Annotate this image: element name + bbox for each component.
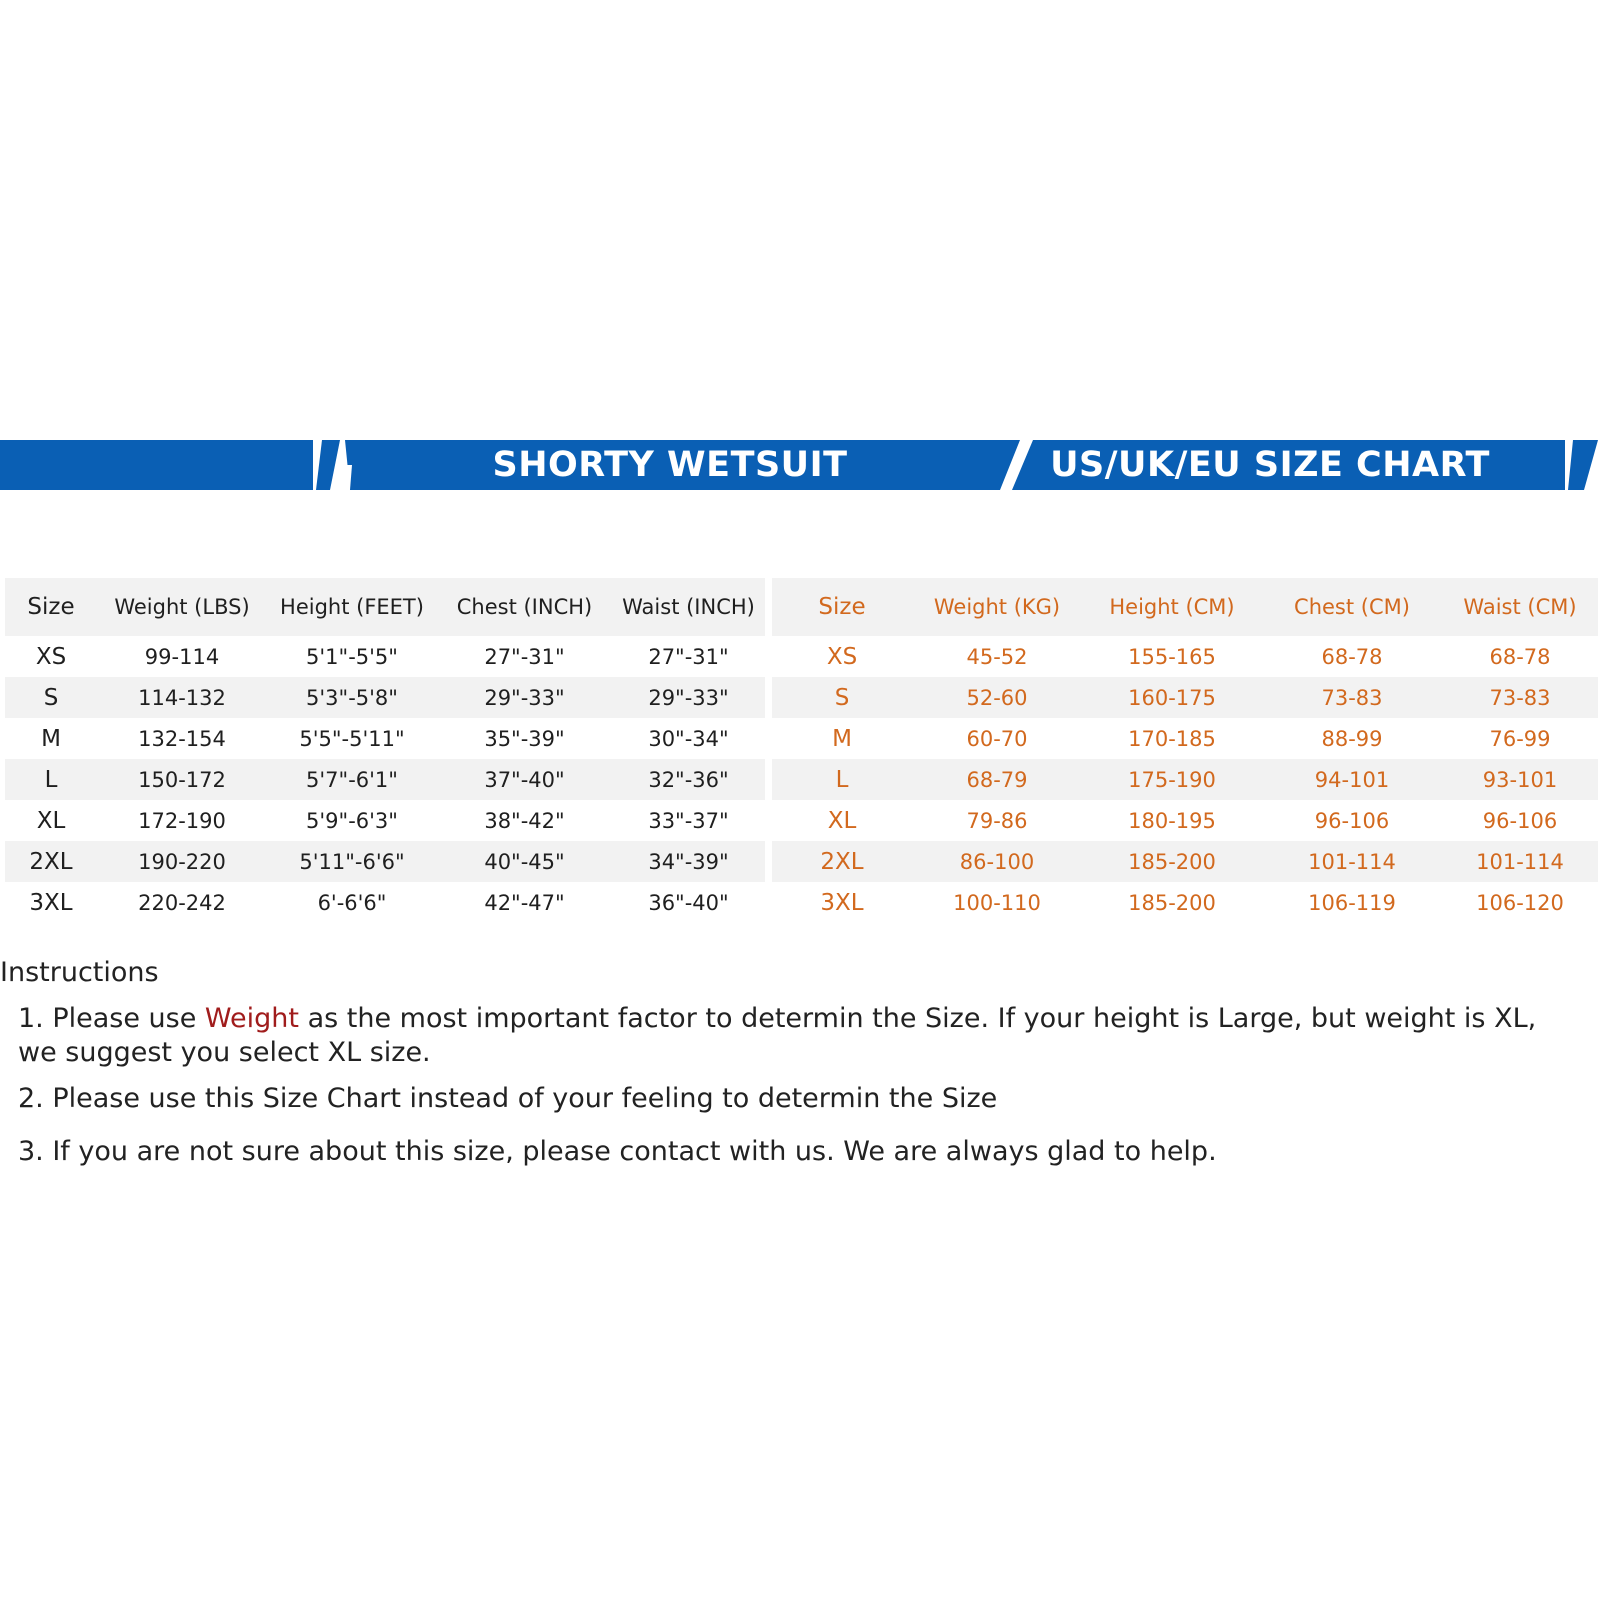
waist-cell: 93-101 [1442,759,1598,800]
chest-cell: 96-106 [1314,808,1390,833]
height-cell: 160-175 [1082,677,1262,718]
weight-cell: 150-172 [97,759,267,800]
waist-cell: 29"-33" [612,677,765,718]
chest-cell: 88-99 [1321,726,1383,751]
chest-cell: 101-114 [1262,841,1442,882]
instruction-1-highlight: Weight [204,1003,299,1034]
header-chest-inch: Chest (INCH) [437,578,612,636]
height-cell: 185-200 [1128,890,1216,915]
table-row [772,841,1598,882]
instructions-title: Instructions [0,957,159,988]
waist-cell: 27"-31" [648,644,729,669]
height-cell: 170-185 [1128,726,1216,751]
size-cell: XL [36,807,66,834]
table-row [5,759,765,800]
chest-cell: 35"-39" [484,726,565,751]
size-cell: L [772,759,912,800]
instruction-item-3: 3. If you are not sure about this size, please contact with us. We are always glad to help. [18,1136,1217,1167]
instruction-1-suffix: as the most important factor to determin the Size. If your height is Large, but weight is XL, we suggest you select XL size. [18,1003,1537,1068]
table-row [772,718,1598,759]
weight-cell: 52-60 [912,677,1082,718]
size-cell: XS [35,643,67,670]
size-cell: S [5,677,97,718]
weight-cell: 68-79 [912,759,1082,800]
table-row [5,800,765,841]
height-cell: 5'1"-5'5" [306,644,398,669]
table-row [5,882,765,923]
chest-cell: 29"-33" [437,677,612,718]
chest-cell: 106-119 [1308,890,1396,915]
chest-cell: 73-83 [1262,677,1442,718]
banner-title-shorty-wetsuit: SHORTY WETSUIT [492,445,848,485]
us-size-table [5,578,765,923]
size-cell: L [5,759,97,800]
header-weight-kg: Weight (KG) [912,578,1082,636]
waist-cell: 101-114 [1442,841,1598,882]
waist-cell: 33"-37" [648,808,729,833]
height-cell: 5'5"-5'11" [299,726,405,751]
waist-cell: 68-78 [1489,644,1551,669]
chest-cell: 94-101 [1262,759,1442,800]
instruction-1-prefix: 1. Please use [18,1003,205,1034]
weight-cell: 99-114 [144,644,220,669]
chest-cell: 37"-40" [437,759,612,800]
metric-size-table [772,578,1598,923]
chest-cell: 68-78 [1321,644,1383,669]
header-size: Size [772,578,912,636]
height-cell: 5'3"-5'8" [267,677,437,718]
table-row [5,677,765,718]
chest-cell: 40"-45" [437,841,612,882]
waist-cell: 96-106 [1482,808,1558,833]
table-row [5,718,765,759]
weight-cell: 172-190 [138,808,226,833]
table-row [772,882,1598,923]
height-cell: 5'7"-6'1" [267,759,437,800]
height-cell: 6'-6'6" [317,890,387,915]
height-cell: 175-190 [1082,759,1262,800]
size-cell: XS [826,643,858,670]
chest-cell: 38"-42" [484,808,565,833]
size-cell: 3XL [820,889,864,916]
size-cell: 3XL [29,889,73,916]
height-cell: 155-165 [1128,644,1216,669]
size-cell: M [832,725,852,752]
metric-table-header-row [772,578,1598,636]
height-cell: 180-195 [1128,808,1216,833]
waist-cell: 36"-40" [648,890,729,915]
waist-cell: 32"-36" [612,759,765,800]
chest-cell: 42"-47" [484,890,565,915]
waist-cell: 34"-39" [612,841,765,882]
header-chest-cm: Chest (CM) [1262,578,1442,636]
size-chart-banner [0,440,1601,490]
waist-cell: 106-120 [1476,890,1564,915]
weight-cell: 86-100 [912,841,1082,882]
header-waist-inch: Waist (INCH) [612,578,765,636]
table-row [772,677,1598,718]
size-cell: M [41,725,61,752]
chest-cell: 27"-31" [484,644,565,669]
weight-cell: 114-132 [97,677,267,718]
table-row [5,636,765,677]
banner-title-size-chart: US/UK/EU SIZE CHART [1050,445,1490,485]
header-height-feet: Height (FEET) [267,578,437,636]
height-cell: 185-200 [1082,841,1262,882]
weight-cell: 60-70 [966,726,1028,751]
table-row [772,636,1598,677]
table-row [772,800,1598,841]
waist-cell: 76-99 [1489,726,1551,751]
waist-cell: 30"-34" [648,726,729,751]
table-row [772,759,1598,800]
size-cell: 2XL [5,841,97,882]
size-cell: S [772,677,912,718]
weight-cell: 132-154 [138,726,226,751]
height-cell: 5'9"-6'3" [306,808,398,833]
header-size: Size [5,578,97,636]
size-cell: XL [827,807,857,834]
weight-cell: 220-242 [138,890,226,915]
height-cell: 5'11"-6'6" [267,841,437,882]
header-height-cm: Height (CM) [1082,578,1262,636]
header-waist-cm: Waist (CM) [1442,578,1598,636]
header-weight-lbs: Weight (LBS) [97,578,267,636]
instruction-item-2: 2. Please use this Size Chart instead of your feeling to determin the Size [18,1083,998,1114]
weight-cell: 190-220 [97,841,267,882]
size-cell: 2XL [772,841,912,882]
table-row [5,841,765,882]
weight-cell: 100-110 [953,890,1041,915]
instruction-item-1 [0,1002,1578,1070]
waist-cell: 73-83 [1442,677,1598,718]
weight-cell: 79-86 [966,808,1028,833]
us-table-header-row [5,578,765,636]
weight-cell: 45-52 [966,644,1028,669]
instructions-section [0,955,1590,1167]
